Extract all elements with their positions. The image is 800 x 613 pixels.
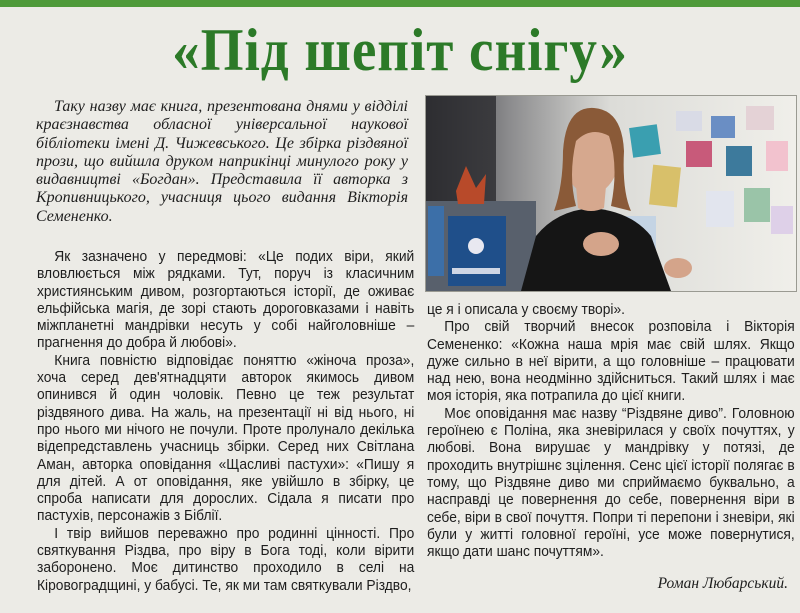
header-color-band <box>0 0 800 7</box>
paragraph: Як зазначено у передмові: «Це подих віри, який вловлюється між рядками. Тут, поруч із класичним християнським дивом, розгортаються історії, де оживає ельфійська магія, де зорі стають дороговказами і навіть міжпланетні мандрівки несуть у собі найголовніше – прагнення до добра й любові». <box>37 249 415 352</box>
article-column-left <box>37 249 414 595</box>
paragraph: Моє оповідання має назву “Різдвяне диво”. Головною героїнею є Поліна, яка зневірилася у своїх почуттях, у любові. Вона вирушає у мандрівку у потязі, де проходить внутрішнє зцілення. Сенс цієї історії полягає в тому, що Різдвяне диво ми сприймаємо буквально, а насправді це повернення до себе, повернення віри в себе, віри в свої почуття. Попри ті перепони і зневіри, які були у житті головної героїні, усе може повернутися, якщо дати шанс почуттям». <box>427 405 795 561</box>
paragraph: Про свій творчий внесок розповіла і Вікторія Семененко: «Кожна наша мрія має свій шлях. Якщо дуже сильно в неї вірити, а що головніше – працювати над нею, вона неодмінно здійсниться. Такий шлях і має моя історія, яка потрапила до цієї книги. <box>427 319 795 405</box>
article-photo <box>425 95 797 292</box>
headline: «Під шепіт снігу» <box>172 17 628 83</box>
lead-paragraph: Таку назву має книга, презентована днями у відділі краєзнавства обласної універсальної наукової бібліотеки імені Д. Чижевського. Це збірка різдвяної прози, що вийшла друком наприкінці минулого року у видавництві «Богдан». Представила її авторка з Кропивницького, учасниця цього видання Вікторія Семененко. <box>36 98 408 225</box>
paragraph: це я і описала у своєму творі». <box>427 302 625 318</box>
author-byline: Роман Любарський. <box>657 575 788 592</box>
article-column-right <box>427 302 795 561</box>
paragraph: Книга повністю відповідає поняттю «жіноча проза», хоча серед дев'ятнадцяти авторок якимось дивом опинився й один чоловік. Певно це теж результат різдвяного дива. На жаль, на презентації ні від нього, ні про нього ми нічого не почули. Проте пролунало декілька відепредставлень учасниць збірки. Серед них Світлана Аман, авторка оповідання «Щасливі пастухи»: «Пишу я для дітей. А от оповідання, яке увійшло в збірку, це спроба написати для дорослих. Сідала я писати про пастухів, персонажів з Біблії. <box>37 352 415 525</box>
paragraph: І твір вийшов переважно про родинні цінності. Про святкування Різдва, про віру в Бога тоді, коли вірити заборонено. Моє дитинство проходило в селі на Кіровоградщині, у бабусі. Те, як ми там святкували Різдво, <box>37 525 415 594</box>
